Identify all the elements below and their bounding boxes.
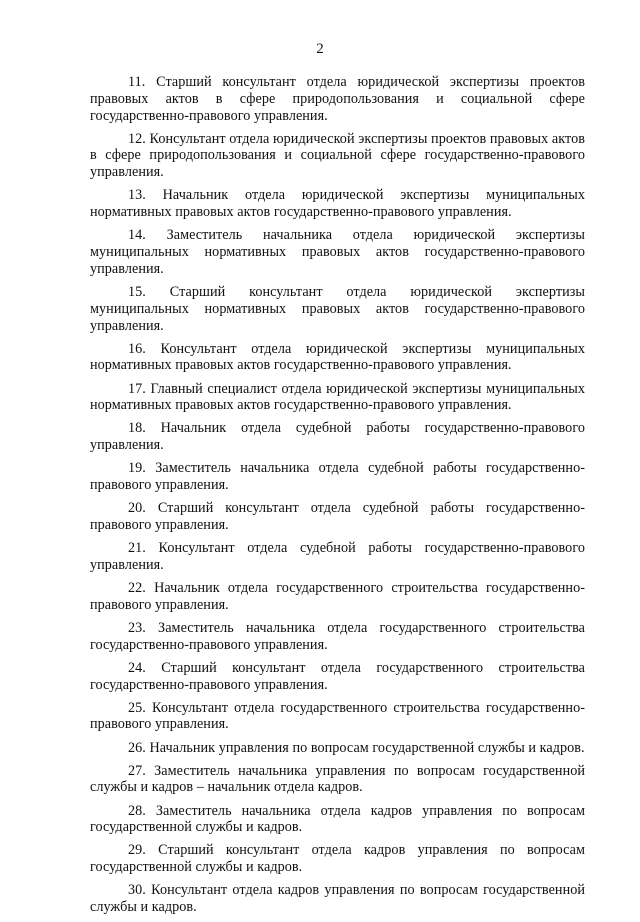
list-item-11: 11. Старший консультант отдела юридической экспертизы проектов правовых актов в сфере природопользования и социальной сфере государственно-правового управления. [90,74,585,124]
list-item-18: 18. Начальник отдела судебной работы государственно-правового управления. [90,420,585,454]
list-item-25: 25. Консультант отдела государственного строительства государственно-правового управления. [90,699,585,733]
list-item-17: 17. Главный специалист отдела юридической экспертизы муниципальных нормативных правовых актов государственно-правового управления. [90,380,585,414]
list-item-26: 26. Начальник управления по вопросам государственной службы и кадров. [128,739,585,756]
list-item-12: 12. Консультант отдела юридической экспертизы проектов правовых актов в сфере природопользования и социальной сфере государственно-правового управления. [90,130,585,181]
page-number: 2 [316,41,324,57]
list-item-13: 13. Начальник отдела юридической экспертизы муниципальных нормативных правовых актов государственно-правового управления. [90,187,585,221]
list-item-16: 16. Консультант отдела юридической экспертизы муниципальных нормативных правовых актов государственно-правового управления. [90,340,585,374]
list-item-19: 19. Заместитель начальника отдела судебной работы государственно-правового управления. [90,460,585,494]
list-item-21: 21. Консультант отдела судебной работы государственно-правового управления. [90,540,585,573]
document-body [90,74,585,922]
list-item-28: 28. Заместитель начальника отдела кадров управления по вопросам государственной службы и кадров. [90,802,585,836]
list-item-30: 30. Консультант отдела кадров управления по вопросам государственной службы и кадров. [90,882,585,916]
list-item-24: 24. Старший консультант отдела государственного строительства государственно-правового управления. [90,659,585,693]
list-item-27: 27. Заместитель начальника управления по вопросам государственной службы и кадров – начальник отдела кадров. [90,762,585,796]
list-item-23: 23. Заместитель начальника отдела государственного строительства государственно-правового управления. [90,619,585,653]
list-item-14: 14. Заместитель начальника отдела юридической экспертизы муниципальных нормативных правовых актов государственно-правового управления. [90,227,585,277]
list-item-20: 20. Старший консультант отдела судебной работы государственно-правового управления. [90,500,585,533]
list-item-15: 15. Старший консультант отдела юридической экспертизы муниципальных нормативных правовых актов государственно-правового управления. [90,283,585,334]
list-item-22: 22. Начальник отдела государственного строительства государственно-правового управления. [90,579,585,613]
list-item-29: 29. Старший консультант отдела кадров управления по вопросам государственной службы и кадров. [90,842,585,876]
